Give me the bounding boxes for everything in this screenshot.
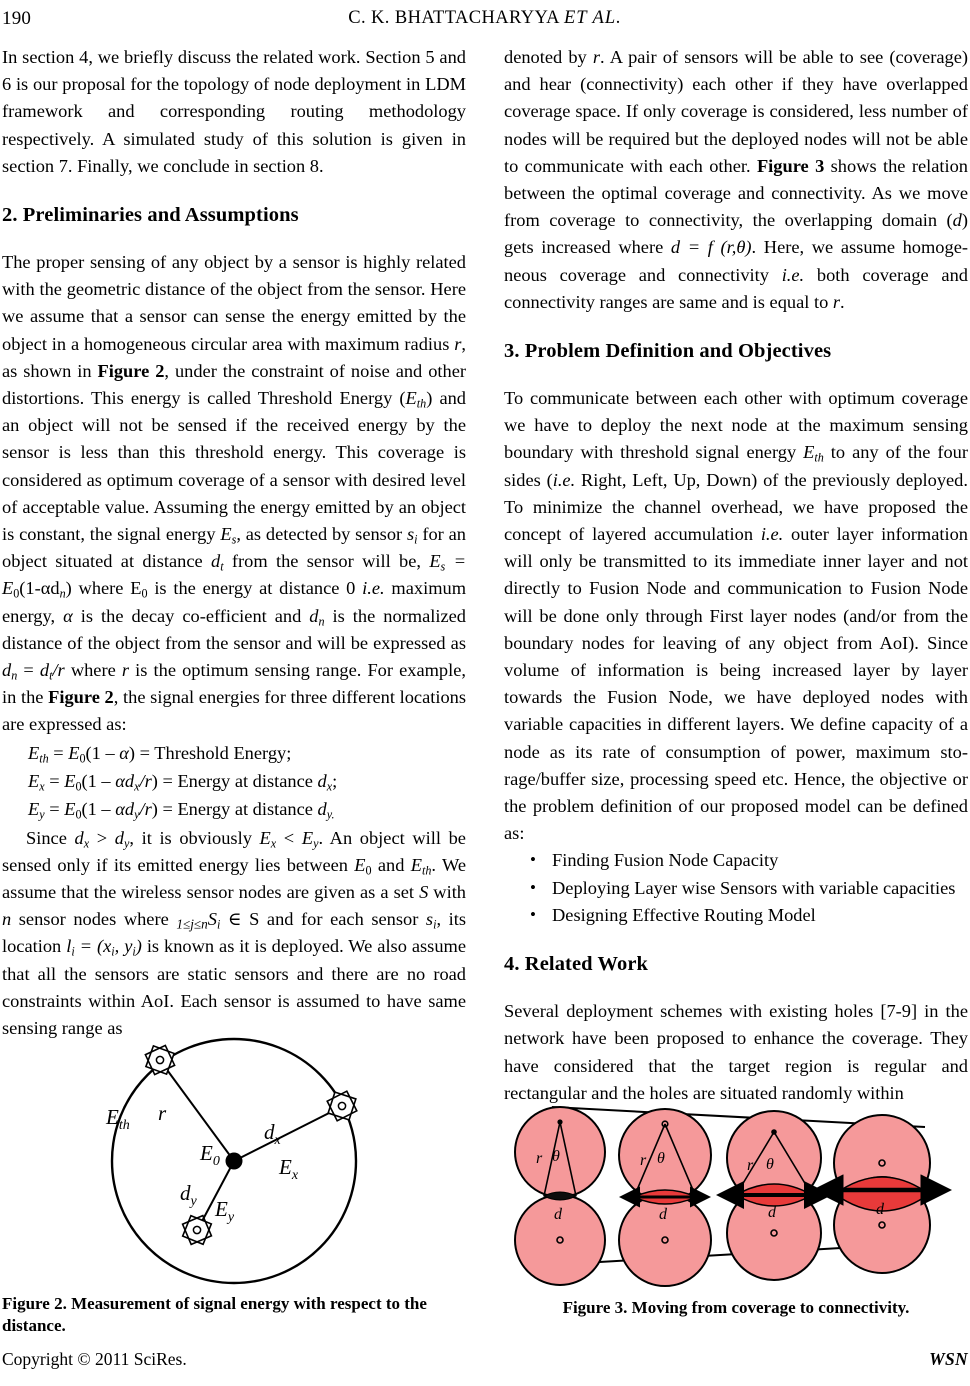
left-column bbox=[2, 44, 466, 1042]
var-dn: d bbox=[309, 605, 319, 626]
txt: where bbox=[64, 660, 122, 681]
figure-3 bbox=[504, 1085, 968, 1290]
txt: , it is obviously bbox=[129, 827, 260, 848]
math-comma-y: , y bbox=[114, 936, 133, 957]
eq-n: n bbox=[59, 586, 66, 601]
left-paragraph-2 bbox=[2, 249, 466, 739]
var-e0: E bbox=[354, 854, 366, 875]
var-eth2-sub: th bbox=[421, 863, 432, 878]
txt: ) gets increased where bbox=[504, 210, 968, 258]
var-eth2: E bbox=[410, 854, 422, 875]
var-ex-sub: x bbox=[270, 836, 277, 851]
var-over-r: /r bbox=[52, 660, 65, 681]
label-theta: θ bbox=[552, 1148, 560, 1165]
var-e0-sub: 0 bbox=[365, 863, 372, 878]
txt: . We assume that the wireless sensor nodes are given as a set bbox=[2, 854, 467, 903]
running-authors-etal: ET AL. bbox=[563, 8, 622, 28]
eq-zero: 0 bbox=[13, 586, 20, 601]
math-set-membership bbox=[176, 909, 260, 932]
var-d: d bbox=[952, 210, 962, 231]
heading-problem-definition: 3. Problem Definition and Objectives bbox=[504, 340, 832, 363]
txt: ) and an object will not be sensed if the received energy by the sensor is less than this threshold energy. This coverage is considered as optimum coverage of a sensor with desired level of acceptable value. Assuming the energy emitted by an object is constant, the signal energy bbox=[2, 388, 466, 545]
txt: = bbox=[17, 660, 40, 681]
label-r: r bbox=[747, 1157, 754, 1174]
label-d: d bbox=[876, 1201, 884, 1218]
label-ey-sub: y bbox=[227, 1210, 235, 1225]
txt: is the energy at distance 0 bbox=[147, 578, 363, 599]
label-dx: $d_x$ bbox=[264, 1120, 281, 1148]
label-ex-sub: x bbox=[291, 1168, 299, 1183]
txt: denoted by bbox=[504, 47, 593, 67]
running-head bbox=[0, 8, 970, 34]
txt: . A pair of sensors will be able to see (coverage) and hear (connectivity) each other if they have overlapped coverage space. If only coverage is considered, less number of nodes will be required but the deployed nodes will not be able to communicate with each other. bbox=[504, 47, 968, 176]
txt: To communicate between each other with optimum coverage we have to deploy the next node at the maximum sensing boundary with threshold signal energy bbox=[504, 388, 968, 463]
var-es: E bbox=[220, 524, 232, 545]
label-dy: $d_y$ bbox=[180, 1181, 197, 1209]
var-es-sub: s bbox=[231, 532, 237, 547]
right-paragraph-1 bbox=[504, 44, 968, 316]
var-dt: d bbox=[210, 551, 221, 572]
var-dn-sub: n bbox=[318, 614, 325, 629]
txt: for an object situated at distance bbox=[2, 524, 466, 572]
heading-related-work: 4. Related Work bbox=[504, 953, 649, 976]
label-dy-sub: y bbox=[190, 1194, 197, 1209]
objectives-list bbox=[504, 847, 968, 929]
center-sensor-node bbox=[226, 1153, 243, 1170]
figure-3-caption: Figure 3. Moving from coverage to connectivity. bbox=[562, 1298, 910, 1317]
label-dx-sub: x bbox=[274, 1133, 281, 1148]
math-l: l bbox=[66, 936, 72, 957]
txt: , its location bbox=[2, 909, 466, 957]
figure3-group-3 bbox=[727, 1111, 821, 1280]
txt: , as detected by sensor bbox=[236, 524, 407, 545]
var-si: s bbox=[406, 524, 415, 545]
var-dt2-sub: t bbox=[49, 668, 53, 683]
ie-italic-2: i.e. bbox=[760, 524, 784, 545]
label-d: d bbox=[659, 1206, 667, 1223]
left-paragraph-3 bbox=[2, 825, 466, 1043]
figure-3-svg bbox=[504, 1085, 968, 1290]
txt: , under the constraint of noise and other distortions. This energy is called Threshold Energy ( bbox=[2, 360, 466, 409]
right-column bbox=[504, 44, 968, 1107]
var-n: n bbox=[2, 909, 12, 930]
equation-eth: $E_{th} = E_0(1 - \alpha)$ = Threshold Energy; bbox=[28, 742, 292, 766]
label-eth: $E_{th}$ bbox=[106, 1105, 130, 1133]
math-in-S: ∈ S bbox=[220, 909, 260, 930]
heading-preliminaries: 2. Preliminaries and Assumptions bbox=[2, 204, 299, 227]
running-authors-names: C. K. BHATTACHARYYA bbox=[348, 8, 559, 28]
var-eth: E bbox=[803, 442, 815, 463]
list-item: • Deploying Layer wise Sensors with variable capacities bbox=[530, 875, 968, 902]
var-dt-sub: t bbox=[220, 559, 224, 574]
page-footer bbox=[0, 1349, 970, 1379]
ie-italic-1: i.e. bbox=[552, 469, 576, 490]
var-si2-sub: i bbox=[433, 917, 437, 932]
var-S: S bbox=[419, 882, 429, 903]
op-gt: > bbox=[89, 827, 115, 848]
equation-ey: $E_y = E_0(1 - \alpha d_y/r)$ = Energy at distance $d_{y.}$ bbox=[28, 798, 335, 822]
txt: Right, Left, Up, Down) of the previously deployed. To minimize the channel overhead, we have proposed the concept of layered accumulation bbox=[504, 469, 968, 545]
txt: , the signal energies for three different locations are expressed as: bbox=[2, 687, 466, 735]
right-paragraph-2 bbox=[504, 385, 968, 847]
math-l-sub: i bbox=[71, 944, 75, 959]
eq-es: E bbox=[429, 551, 441, 572]
list-item: • Finding Fusion Node Capacity bbox=[530, 847, 968, 874]
coverage-circle-top bbox=[619, 1109, 711, 1201]
math-y-sub: i bbox=[132, 944, 136, 959]
txt: is the optimum sensing range. For example, in the bbox=[2, 660, 466, 708]
left-paragraph-1: In section 4, we briefly discuss the related work. Section 5 and 6 is our proposal for the topology of node deployment in LDM framework and corresponding routing methodology respectively. A simulated study of this solution is given in section 7. Finally, we conclude in section 8. bbox=[2, 47, 466, 176]
label-r: r bbox=[640, 1152, 647, 1169]
var-dx: d bbox=[74, 827, 84, 848]
var-si-sub: i bbox=[414, 532, 418, 547]
txt: maximum energy, bbox=[2, 578, 466, 626]
txt: with bbox=[428, 882, 467, 903]
var-ey: E bbox=[301, 827, 314, 848]
eq-zero2: 0 bbox=[141, 586, 148, 601]
eq-paren: (1-αd bbox=[19, 578, 60, 599]
var-ey-sub: y bbox=[313, 836, 319, 851]
txt: Since bbox=[26, 827, 75, 848]
figure-2 bbox=[2, 1032, 466, 1290]
txt: is known as it is deployed. We also assume that all the sensors are static sensors and there are no road constraints within AoI. Each sensor is assumed to have same sensing range as bbox=[2, 936, 466, 1039]
label-theta: θ bbox=[657, 1150, 665, 1167]
txt: is the decay co-efficient and bbox=[72, 605, 310, 626]
figure3-group-4 bbox=[834, 1115, 930, 1273]
txt: , as shown in bbox=[2, 333, 466, 381]
txt: is the normalized distance of the object from the sensor and will be expressed as bbox=[2, 605, 466, 653]
var-alpha: α bbox=[63, 605, 73, 626]
txt: shows the relation between the optimal coverage and connectivity. As we move from coverage to connectivity, the overlapping domain ( bbox=[504, 155, 968, 231]
txt: and bbox=[371, 854, 411, 875]
math-location bbox=[66, 936, 142, 959]
figure3-group-2 bbox=[619, 1109, 711, 1286]
var-dt2: d bbox=[39, 660, 50, 681]
equation-ex: $E_x = E_0(1 - \alpha d_x/r)$ = Energy at distance $d_x$; bbox=[28, 770, 338, 794]
var-r2: r bbox=[832, 291, 841, 312]
ie-italic: i.e. bbox=[781, 264, 805, 285]
figure-2-caption: Figure 2. Measurement of signal energy with respect to the distance. bbox=[2, 1294, 427, 1335]
math-eq-open: = (x bbox=[74, 936, 112, 957]
figure-2-svg bbox=[2, 1032, 466, 1290]
var-r: r bbox=[454, 333, 462, 354]
txt: both coverage and connectivity ranges are same and is equal to bbox=[504, 264, 968, 312]
var-eth-sub: th bbox=[814, 450, 824, 465]
math-subscript-range: 1≤j≤n bbox=[176, 916, 208, 932]
figure2-ref: Figure 2 bbox=[97, 360, 165, 381]
var-r: r bbox=[592, 47, 600, 67]
var-dx-sub: x bbox=[83, 836, 90, 851]
var-dn2: d bbox=[2, 660, 12, 681]
var-eth-sub: th bbox=[416, 396, 427, 411]
math-close: ) bbox=[135, 936, 142, 957]
label-e0: $E_0$ bbox=[200, 1141, 220, 1169]
figure3-ref: Figure 3 bbox=[756, 155, 825, 176]
label-d: d bbox=[554, 1206, 562, 1223]
var-si2: s bbox=[425, 909, 434, 930]
var-dy: d bbox=[114, 827, 124, 848]
label-e0-sub: 0 bbox=[212, 1154, 220, 1169]
running-authors bbox=[0, 8, 970, 29]
var-dn2-sub: n bbox=[11, 668, 18, 683]
var-ex: E bbox=[259, 827, 271, 848]
var-dy-sub: y bbox=[123, 836, 130, 851]
var-r2: r bbox=[121, 660, 130, 681]
copyright-notice: Copyright © 2011 SciRes. bbox=[2, 1349, 187, 1369]
label-theta: θ bbox=[766, 1156, 774, 1173]
math-d-equals-f: d = f (r,θ) bbox=[670, 237, 752, 258]
var-eth: E bbox=[405, 388, 417, 409]
apex-node bbox=[771, 1129, 777, 1135]
txt: to any of the four sides ( bbox=[504, 442, 968, 490]
eq-close: ) where E bbox=[65, 578, 142, 599]
page-number: 190 bbox=[2, 8, 32, 29]
figure2-ref-2: Figure 2 bbox=[48, 687, 114, 708]
label-ey: $E_y$ bbox=[215, 1197, 235, 1225]
eq-es-sub: s bbox=[440, 559, 446, 574]
label-eth-sub: th bbox=[118, 1118, 130, 1133]
math-S-sub: i bbox=[216, 917, 221, 932]
label-r: r bbox=[158, 1101, 167, 1125]
txt: and for each sensor bbox=[259, 909, 426, 930]
txt: The proper sensing of any object by a sensor is highly related with the geometric distance of the object from the sensor. Here we assume that a sensor can sense the energy emitted by the object in a homogeneous circular area with maximum radius bbox=[2, 252, 466, 354]
list-item: • Designing Effective Routing Model bbox=[530, 902, 968, 929]
eq-rest: = E bbox=[2, 551, 467, 599]
math-x-sub: i bbox=[111, 944, 115, 959]
txt: outer layer information will only be transmitted to its immediate inner layer and not directly to Fusion Node and communication to Fusion Node will be done only through First layer nodes (and/or from the boundary nodes for leaving of any object from AoI). Since volume of information is being increased layer by layer towards the Fusion Node, we have deployed nodes with variable capacities in different layers. We define capacity of a node as its rate of consumption of power, maximum storage/buffer size, processing speed etc. Hence, the objective or the problem definition of our proposed model can be defined as: bbox=[504, 524, 968, 844]
txt: sensor nodes where bbox=[11, 909, 177, 930]
txt: . bbox=[840, 291, 845, 312]
label-ex: $E_x$ bbox=[279, 1155, 299, 1183]
journal-abbrev: WSN bbox=[929, 1349, 968, 1369]
math-S: S bbox=[207, 909, 217, 930]
figure3-group-1 bbox=[515, 1107, 605, 1285]
label-d: d bbox=[768, 1204, 776, 1221]
txt: . An object will be sensed only if its emitted energy lies between bbox=[2, 827, 466, 875]
txt: from the sensor will be, bbox=[223, 551, 430, 572]
ie-italic: i.e. bbox=[362, 578, 385, 599]
op-lt: < bbox=[276, 827, 302, 848]
apex-node bbox=[557, 1119, 562, 1124]
label-r: r bbox=[536, 1150, 543, 1167]
txt: . Here, we assume homogeneous coverage and connectivity bbox=[504, 237, 968, 285]
right-paragraph-3: Several deployment schemes with existing holes [7-9] in the network have been proposed to enhance the coverage. They have considered that the target region is regular and rectangular and the holes are situated randomly within bbox=[504, 1001, 968, 1103]
